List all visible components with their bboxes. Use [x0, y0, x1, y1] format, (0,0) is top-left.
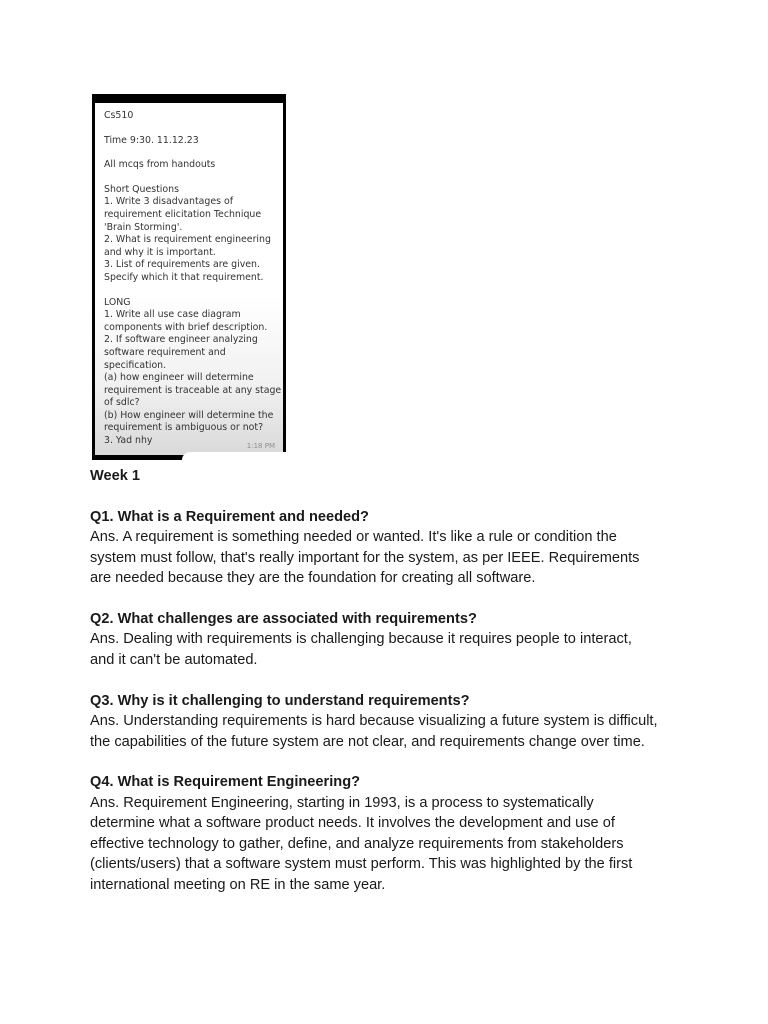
screenshot-timestamp: 1:18 PM — [246, 442, 275, 450]
answer-2: Ans. Dealing with requirements is challenging because it requires people to interact, and it can't be automated. — [90, 631, 632, 668]
screenshot-text-line: and why it is important. — [104, 246, 216, 258]
screenshot-blank-line — [104, 123, 280, 135]
screenshot-text-line: (a) how engineer will determine — [104, 372, 254, 384]
screenshot-text-line: All mcqs from handouts — [104, 159, 216, 171]
week-heading: Week 1 — [90, 468, 141, 484]
screenshot-text-line: 1. Write all use case diagram — [104, 309, 241, 321]
answer-4: Ans. Requirement Engineering, starting in 1993, is a process to systematically determine what a software product needs. It involves the development and use of effective technology to gather, define, and analyze requirements from stakeholders (clients/users) that a software system must perform. This was highlighted by the first international meeting on RE in the same year. — [90, 794, 633, 893]
screenshot-text-line: LONG — [104, 296, 131, 308]
document-body — [90, 466, 690, 895]
screenshot-text-line: requirement is traceable at any stage — [104, 384, 282, 396]
screenshot-text-line: Time 9:30. 11.12.23 — [104, 134, 199, 146]
screenshot-message-bubble — [95, 103, 283, 455]
screenshot-message-text — [104, 110, 280, 448]
answer-1: Ans. A requirement is something needed or wanted. It's like a rule or condition the system must follow, that's really important for the system, as per IEEE. Requirements are needed because they are the foundation for creating all software. — [90, 529, 640, 587]
screenshot-text-line: 3. List of requirements are given. — [104, 259, 260, 271]
screenshot-text-line: 3. Yad nhy — [104, 435, 153, 447]
screenshot-text-line: software requirement and — [104, 346, 226, 358]
screenshot-text-line: 2. If software engineer analyzing — [104, 334, 258, 346]
exam-note-screenshot — [92, 94, 286, 460]
qa-block-4 — [90, 772, 690, 894]
screenshot-text-line: 2. What is requirement engineering — [104, 234, 271, 246]
screenshot-text-line: Cs510 — [104, 110, 134, 121]
screenshot-blank-line — [104, 147, 280, 159]
question-4: Q4. What is Requirement Engineering? — [90, 774, 361, 791]
screenshot-text-line: 'Brain Storming'. — [104, 221, 183, 233]
question-3: Q3. Why is it challenging to understand requirements? — [90, 692, 470, 709]
screenshot-text-line: requirement elicitation Technique — [104, 208, 262, 220]
screenshot-blank-line — [104, 285, 280, 297]
question-1: Q1. What is a Requirement and needed? — [90, 508, 369, 525]
screenshot-text-line: of sdlc? — [104, 397, 140, 409]
screenshot-blank-line — [104, 172, 280, 184]
question-2: Q2. What challenges are associated with requirements? — [90, 611, 477, 628]
qa-block-3 — [90, 691, 690, 752]
screenshot-text-line: 1. Write 3 disadvantages of — [104, 196, 234, 208]
qa-block-2 — [90, 609, 690, 670]
answer-3: Ans. Understanding requirements is hard because visualizing a future system is difficult, the capabilities of the future system are not clear, and requirements change over time. — [90, 713, 658, 750]
screenshot-text-line: Short Questions — [104, 183, 179, 195]
screenshot-bubble-corner — [182, 452, 286, 460]
screenshot-text-line: requirement is ambiguous or not? — [104, 422, 264, 434]
qa-block-1 — [90, 507, 690, 589]
screenshot-text-line: (b) How engineer will determine the — [104, 409, 274, 421]
screenshot-text-line: Specify which it that requirement. — [104, 271, 264, 283]
screenshot-text-line: specification. — [104, 359, 167, 371]
screenshot-text-line: components with brief description. — [104, 321, 268, 333]
